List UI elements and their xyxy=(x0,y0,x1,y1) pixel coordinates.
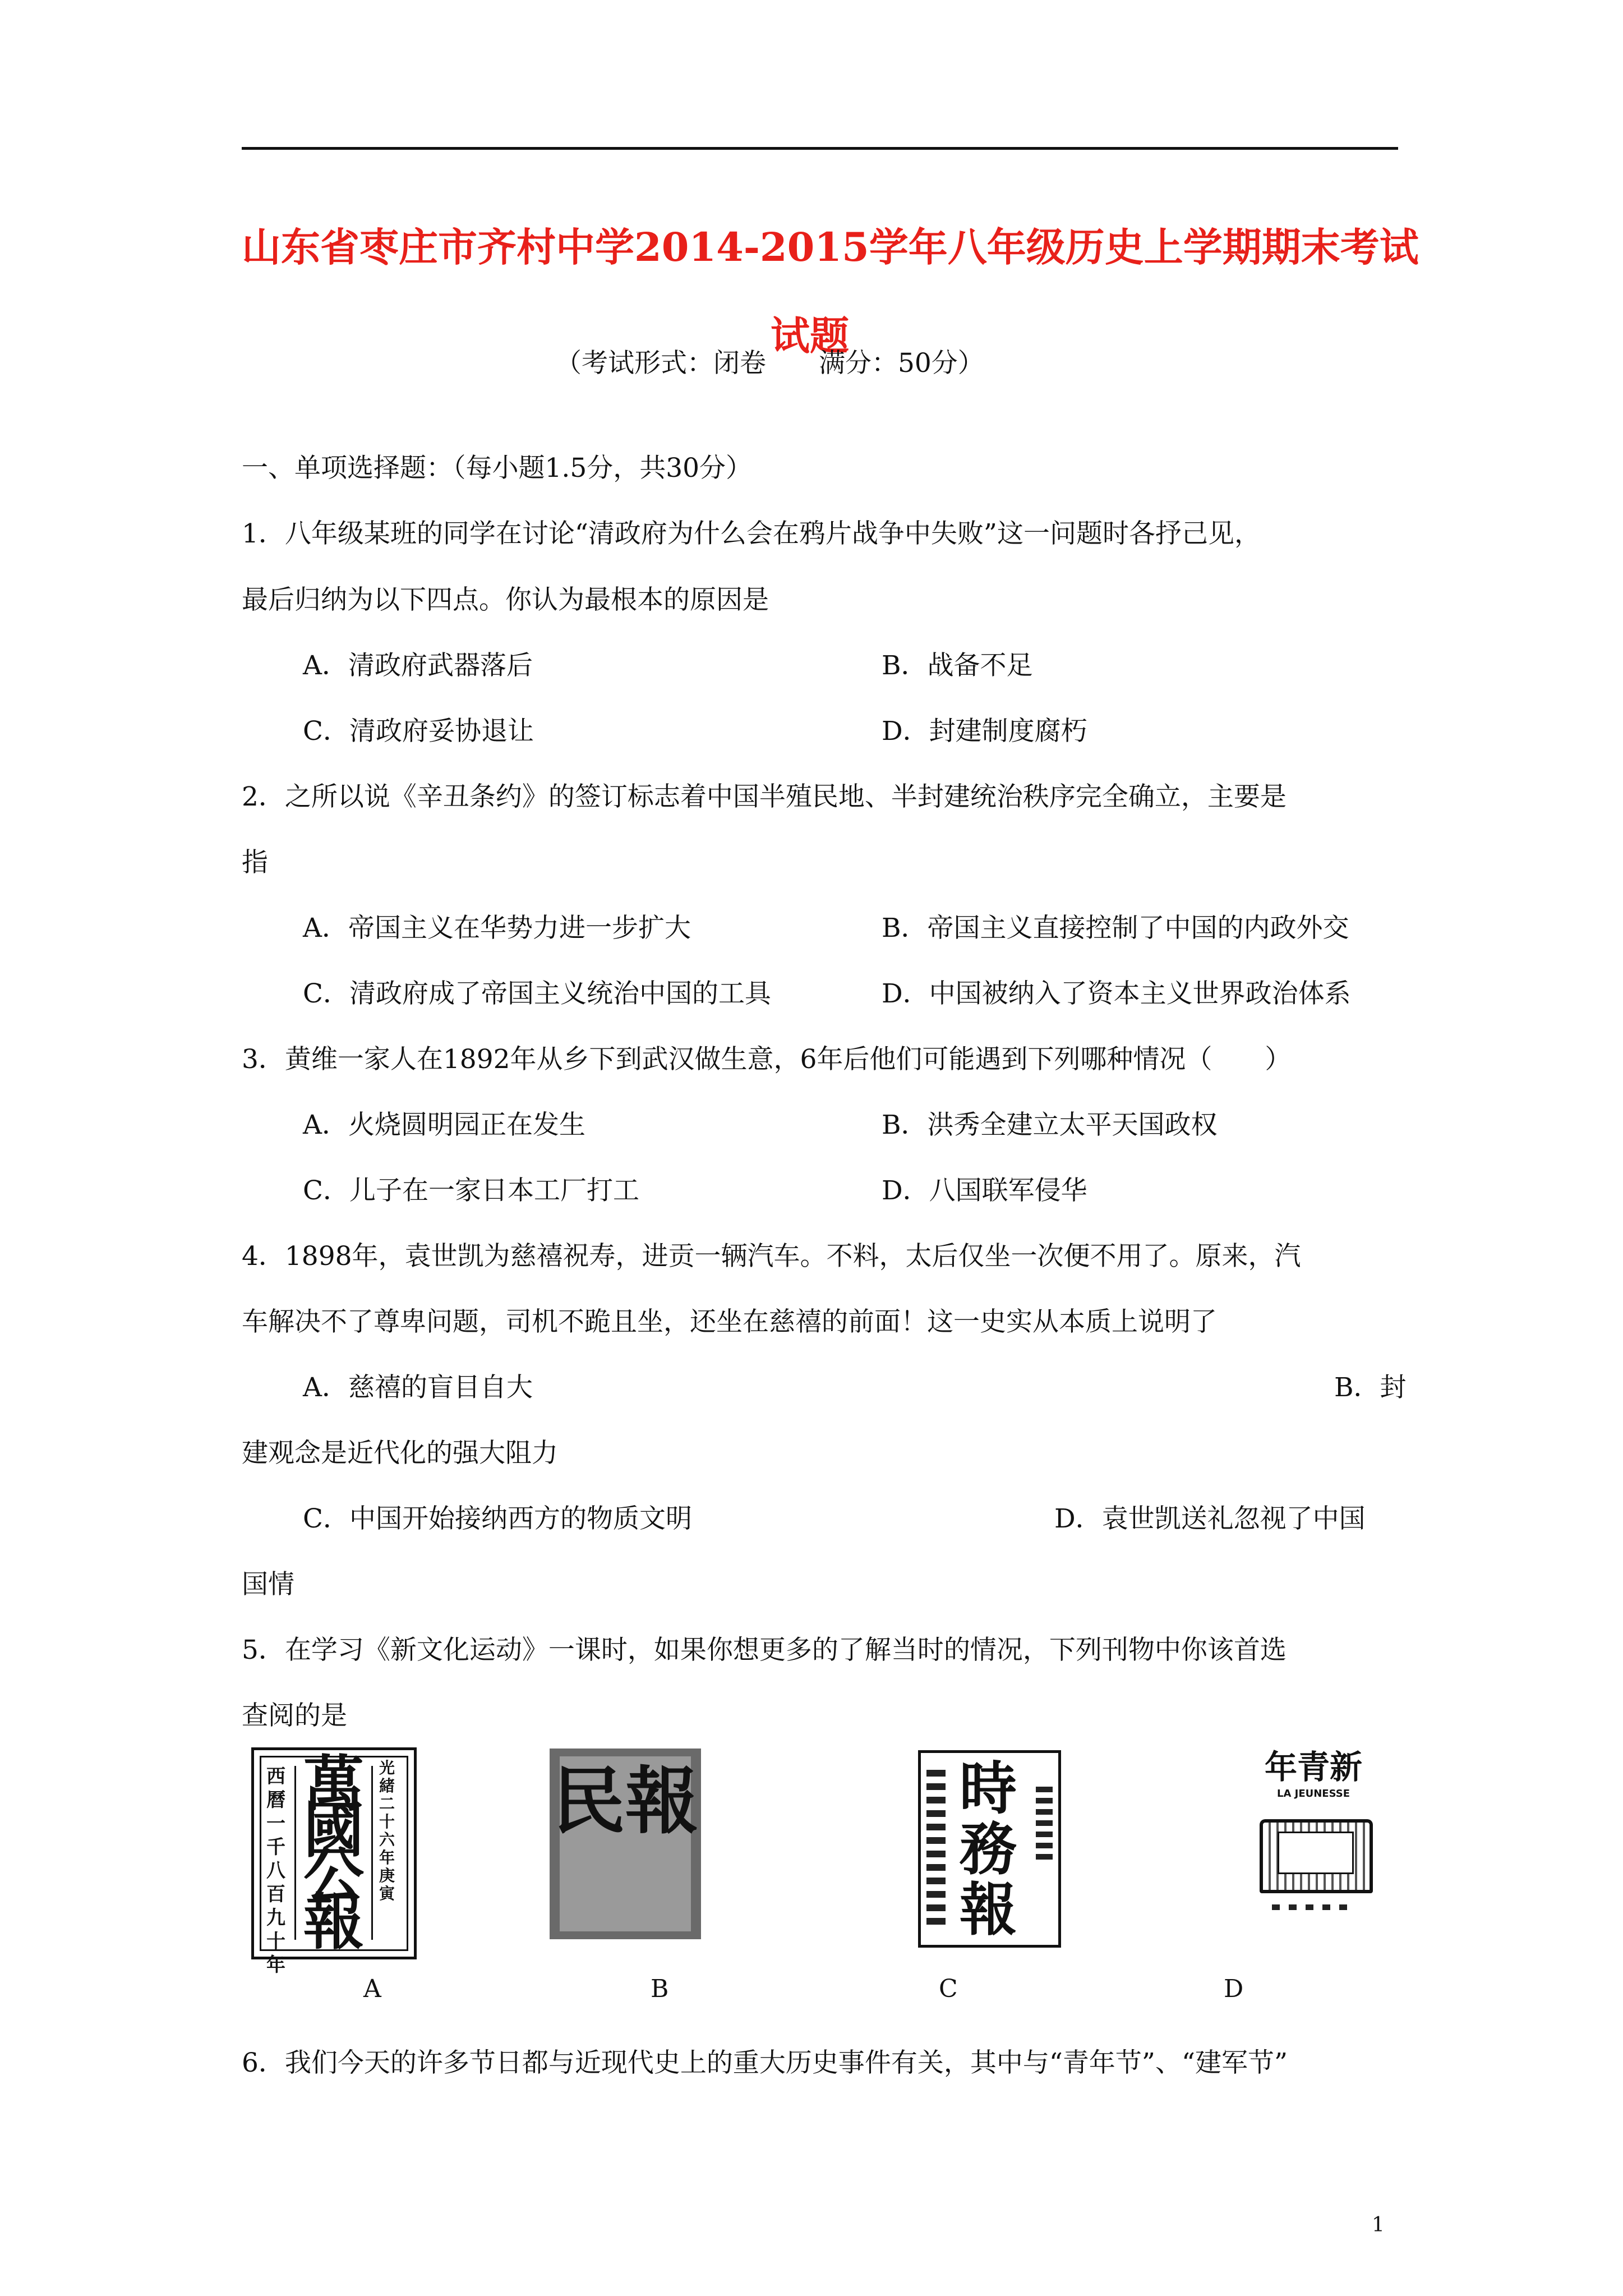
question-stem-line: 指 xyxy=(242,847,268,878)
newspaper-image-d xyxy=(1238,1747,1389,1932)
option-b-continued: 建观念是近代化的强大阻力 xyxy=(242,1438,558,1469)
option-d: D．八国联军侵华 xyxy=(882,1175,1087,1206)
question-stem-line: 最后归纳为以下四点。你认为最根本的原因是 xyxy=(242,585,769,615)
newspaper-image-c xyxy=(918,1750,1061,1948)
option-a: A．帝国主义在华势力进一步扩大 xyxy=(303,913,691,944)
exam-info: （考试形式：闭卷 满分：50分） xyxy=(555,348,984,379)
option-b: B．战备不足 xyxy=(882,650,1033,681)
option-d: D．袁世凯送礼忽视了中国 xyxy=(1054,1503,1366,1534)
image-label-a: A xyxy=(363,1975,381,2003)
option-b: B．洪秀全建立太平天国政权 xyxy=(882,1110,1218,1140)
image-d-masthead: 新青年 xyxy=(1264,1748,1362,1786)
image-label-d: D xyxy=(1224,1975,1244,2003)
question-stem-line: 查阅的是 xyxy=(242,1700,347,1731)
image-a-side-right: 光緒二十六年庚寅 xyxy=(379,1759,395,1903)
header-rule xyxy=(242,147,1398,150)
option-d-continued: 国情 xyxy=(242,1569,294,1600)
section-heading: 一、单项选择题：（每小题1.5分，共30分） xyxy=(242,453,753,484)
option-b: B．封 xyxy=(1334,1372,1407,1403)
image-label-c: C xyxy=(939,1975,958,2003)
option-b: B．帝国主义直接控制了中国的内政外交 xyxy=(882,913,1349,944)
option-c: C．清政府妥协退让 xyxy=(303,716,534,747)
title-line-2: 试题 xyxy=(771,312,849,359)
image-a-masthead: 萬國公報 xyxy=(303,1749,364,1958)
question-stem-line: 6．我们今天的许多节日都与近现代史上的重大历史事件有关，其中与“青年节”、“建军节” xyxy=(242,2047,1288,2078)
page-number: 1 xyxy=(1372,2214,1385,2237)
option-c: C．中国开始接纳西方的物质文明 xyxy=(303,1503,692,1534)
image-label-b: B xyxy=(651,1975,669,2003)
question-stem-line: 车解决不了尊卑问题，司机不跪且坐，还坐在慈禧的前面！这一史实从本质上说明了 xyxy=(242,1306,1217,1337)
question-stem-line: 5．在学习《新文化运动》一课时，如果你想更多的了解当时的情况，下列刊物中你该首选 xyxy=(242,1635,1287,1665)
option-c: C．清政府成了帝国主义统治中国的工具 xyxy=(303,978,771,1009)
option-a: A．清政府武器落后 xyxy=(303,650,533,681)
option-d: D．中国被纳入了资本主义世界政治体系 xyxy=(882,978,1351,1009)
image-a-side-left: 西曆一千八百九十年 xyxy=(266,1765,285,1976)
image-c-masthead: 時務報 xyxy=(960,1755,1017,1944)
question-stem-line: 2．之所以说《辛丑条约》的签订标志着中国半殖民地、半封建统治秩序完全确立，主要是 xyxy=(242,781,1287,812)
newspaper-image-b xyxy=(550,1749,701,1939)
newspaper-image-a xyxy=(251,1747,417,1976)
option-d: D．封建制度腐朽 xyxy=(882,716,1087,747)
option-c: C．儿子在一家日本工厂打工 xyxy=(303,1175,639,1206)
question-stem-line: 4．1898年，袁世凯为慈禧祝寿，进贡一辆汽车。不料，太后仅坐一次便不用了。原来，汽 xyxy=(242,1241,1301,1272)
image-d-subtitle: LA JEUNESSE xyxy=(1276,1788,1350,1800)
image-b-masthead: 民報 xyxy=(552,1758,698,1844)
title-line-1: 山东省枣庄市齐村中学2014-2015学年八年级历史上学期期末考试 xyxy=(242,224,1419,270)
question-stem-line: 3．黄维一家人在1892年从乡下到武汉做生意，6年后他们可能遇到下列哪种情况（ ） xyxy=(242,1044,1292,1075)
option-a: A．火烧圆明园正在发生 xyxy=(303,1110,585,1140)
question-stem-line: 1．八年级某班的同学在讨论“清政府为什么会在鸦片战争中失败”这一问题时各抒己见， xyxy=(242,518,1261,549)
option-a: A．慈禧的盲目自大 xyxy=(303,1372,533,1403)
